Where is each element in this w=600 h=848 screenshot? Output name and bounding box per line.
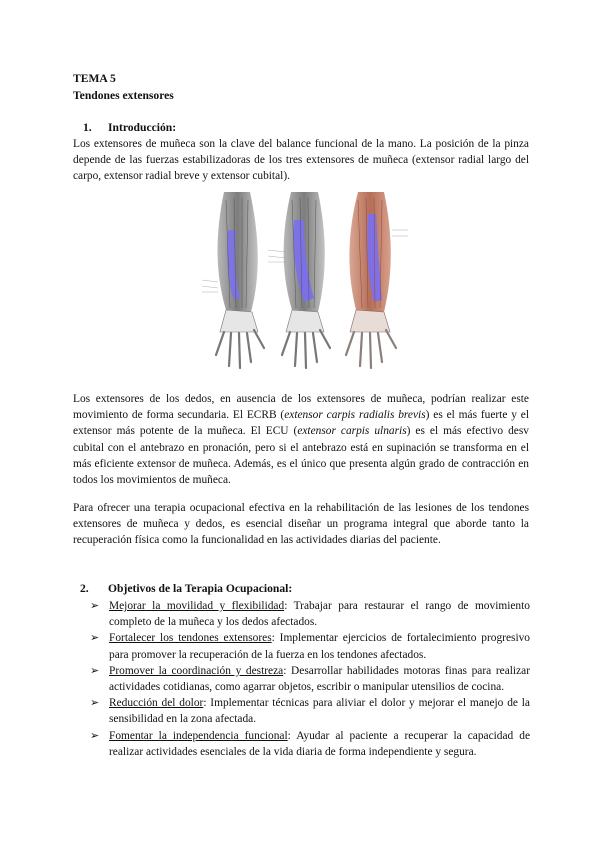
objective-lead: Fortalecer los tendones extensores — [109, 632, 272, 645]
arrow-bullet-icon: ➢ — [90, 599, 100, 612]
forearm-illustration-2 — [268, 192, 330, 368]
arrow-bullet-icon: ➢ — [90, 696, 100, 710]
paragraph-text: ) es el más fuerte y el extensor más potente de la muñeca. El ECU ( — [73, 409, 529, 438]
forearm-anatomy-figure — [196, 190, 411, 375]
list-item — [90, 695, 530, 727]
section-2-title: Objetivos de la Terapia Ocupacional: — [108, 582, 293, 595]
objective-lead: Fomentar la independencia funcional — [109, 729, 288, 742]
section-1-title: Introducción: — [108, 121, 177, 134]
objective-text: : Ayudar al paciente a recuperar la capacidad de realizar actividades esenciales de la vida diaria de forma independiente y segura. — [109, 729, 530, 758]
objective-text: : Implementar técnicas para aliviar el dolor y mejorar el manejo de la sensibilidad en la zona afectada. — [109, 697, 530, 726]
objective-text: : Desarrollar habilidades motoras finas para realizar actividades cotidianas, como agarrar objetos, escribir o manipular utensilios de cocina. — [109, 664, 531, 694]
objective-text: : Implementar ejercicios de fortalecimiento progresivo para promover la recuperación de la fuerza en los tendones afectados. — [109, 632, 530, 661]
extensors-paragraph — [73, 391, 529, 488]
forearm-illustration-3 — [346, 192, 408, 368]
intro-paragraph: Los extensores de muñeca son la clave del balance funcional de la mano. La posición de la pinza depende de las fuerzas estabilizadoras de los tres extensores de muñeca (extensor radial largo del carpo, extensor radial breve y extensor cubital). — [73, 138, 529, 183]
therapy-paragraph: Para ofrecer una terapia ocupacional efectiva en la rehabilitación de las lesiones de los tendones extensores de muñeca y dedos, es esencial diseñar un programa integral que aborde tanto la recuperación física como la funcionalidad en las actividades diarias del paciente. — [73, 502, 529, 547]
arrow-bullet-icon: ➢ — [90, 728, 100, 742]
arrow-bullet-icon: ➢ — [90, 663, 100, 677]
section-1-heading — [83, 121, 176, 134]
list-item — [90, 663, 530, 695]
paragraph-text: ) es el más efectivo desv cubital con el antebrazo en pronación, pero si el antebrazo está en supinación se transforma en el más eficiente extensor de muñeca. Además, es el único que presenta algún grado de contracción en todos los movimientos de muñeca. — [73, 425, 529, 487]
objective-text: : Trabajar para restaurar el rango de movimiento completo de la muñeca y los dedos afectados. — [109, 600, 530, 629]
section-2-heading — [80, 582, 292, 595]
list-item — [90, 630, 530, 662]
forearm-illustration-1 — [202, 192, 264, 368]
list-item — [90, 598, 530, 630]
document-title: TEMA 5 — [73, 72, 116, 85]
section-1-number: 1. — [83, 121, 92, 134]
section-2-number: 2. — [80, 582, 89, 595]
paragraph-text: Los extensores de los dedos, en ausencia de los extensores de muñeca, podrían realizar este movimiento de forma secundaria. El ECRB ( — [73, 393, 529, 422]
list-item — [90, 728, 530, 760]
objectives-list — [90, 598, 530, 760]
document-subtitle: Tendones extensores — [73, 89, 174, 102]
objective-lead: Reducción del dolor — [109, 697, 204, 710]
latin-term-ecu: extensor carpis ulnaris — [297, 425, 407, 438]
objective-lead: Promover la coordinación y destreza — [109, 664, 284, 677]
latin-term-ecrb: extensor carpis radialis brevis — [284, 409, 426, 422]
objective-lead: Mejorar la movilidad y flexibilidad — [109, 600, 285, 612]
arrow-bullet-icon: ➢ — [90, 631, 100, 645]
